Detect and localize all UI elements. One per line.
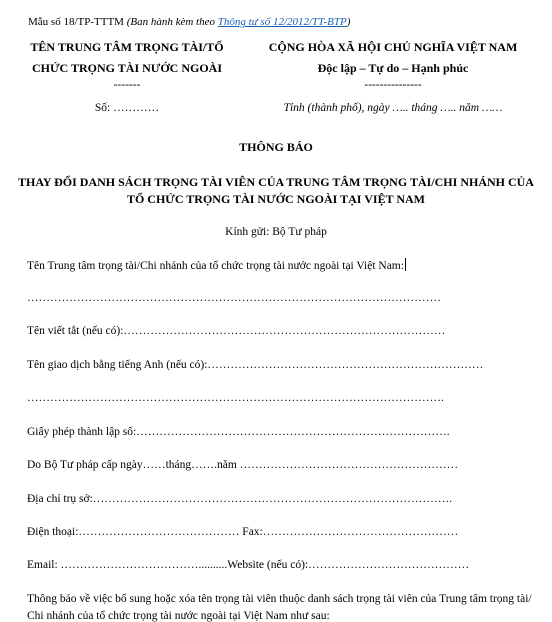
- email-website-field[interactable]: Email: ………………………………..........Website (nếu có):……………………………………: [27, 559, 470, 571]
- short-name-field[interactable]: Tên viết tắt (nếu có):…………………………………………………………………………: [27, 325, 446, 337]
- national-motto: Độc lập – Tự do – Hạnh phúc: [317, 61, 469, 75]
- center-name-dots[interactable]: ………………………………………………………………………………………………: [27, 292, 441, 304]
- form-header: [28, 16, 350, 28]
- issued-by-field[interactable]: Do Bộ Tư pháp cấp ngày……tháng…….năm …………………………………………………: [27, 459, 459, 471]
- left-org-line2: CHỨC TRỌNG TÀI NƯỚC NGOÀI: [31, 61, 222, 75]
- right-rule: ---------------: [364, 79, 422, 91]
- center-name-label: Tên Trung tâm trọng tài/Chi nhánh của tổ chức trọng tài nước ngoài tại Việt Nam:: [27, 260, 404, 272]
- left-org-line1: TÊN TRUNG TÂM TRỌNG TÀI/TỔ: [30, 40, 224, 54]
- license-field[interactable]: Giấy phép thành lập số:……………………………………………………………………….: [27, 426, 450, 438]
- english-name-dots[interactable]: ……………………………………………………………………………………………….: [27, 392, 444, 404]
- recipient: Kính gửi: Bộ Tư pháp: [225, 226, 327, 238]
- notice-subtitle-line1: THAY ĐỔI DANH SÁCH TRỌNG TÀI VIÊN CỦA TRUNG TÂM TRỌNG TÀI/CHI NHÁNH CỦA: [18, 175, 534, 189]
- circular-link[interactable]: Thông tư số 12/2012/TT-BTP: [217, 16, 347, 28]
- phone-fax-field[interactable]: Điện thoại:…………………………………… Fax:……………………………………………: [27, 526, 459, 538]
- address-field[interactable]: Địa chỉ trụ sở:………………………………………………………………………………….: [27, 493, 453, 505]
- notice-paragraph-line2: Chi nhánh của tổ chức trọng tài nước ngoài tại Việt Nam như sau:: [27, 610, 330, 622]
- form-number: Mẫu số 18/TP-TTTM: [28, 16, 124, 28]
- national-title: CỘNG HÒA XÃ HỘI CHỦ NGHĨA VIỆT NAM: [268, 40, 518, 54]
- place-date: Tỉnh (thành phố), ngày ….. tháng ….. năm ……: [283, 102, 503, 114]
- document-number: Số: …………: [94, 102, 160, 114]
- issued-suffix: ): [346, 16, 351, 28]
- english-name-field[interactable]: Tên giao dịch bằng tiếng Anh (nếu có):………………………………………………………………: [27, 359, 484, 371]
- issued-prefix: (Ban hành kèm theo: [126, 16, 218, 28]
- notice-paragraph-line1: Thông báo về việc bổ sung hoặc xóa tên trọng tài viên thuộc danh sách trọng tài viên của Trung tâm trọng tài/: [27, 593, 532, 605]
- notice-subtitle-line2: TỔ CHỨC TRỌNG TÀI NƯỚC NGOÀI TẠI VIỆT NAM: [126, 192, 426, 206]
- left-rule: -------: [113, 79, 141, 91]
- notice-title: THÔNG BÁO: [239, 140, 313, 154]
- text-cursor: [405, 258, 406, 271]
- center-name-field[interactable]: [27, 258, 406, 272]
